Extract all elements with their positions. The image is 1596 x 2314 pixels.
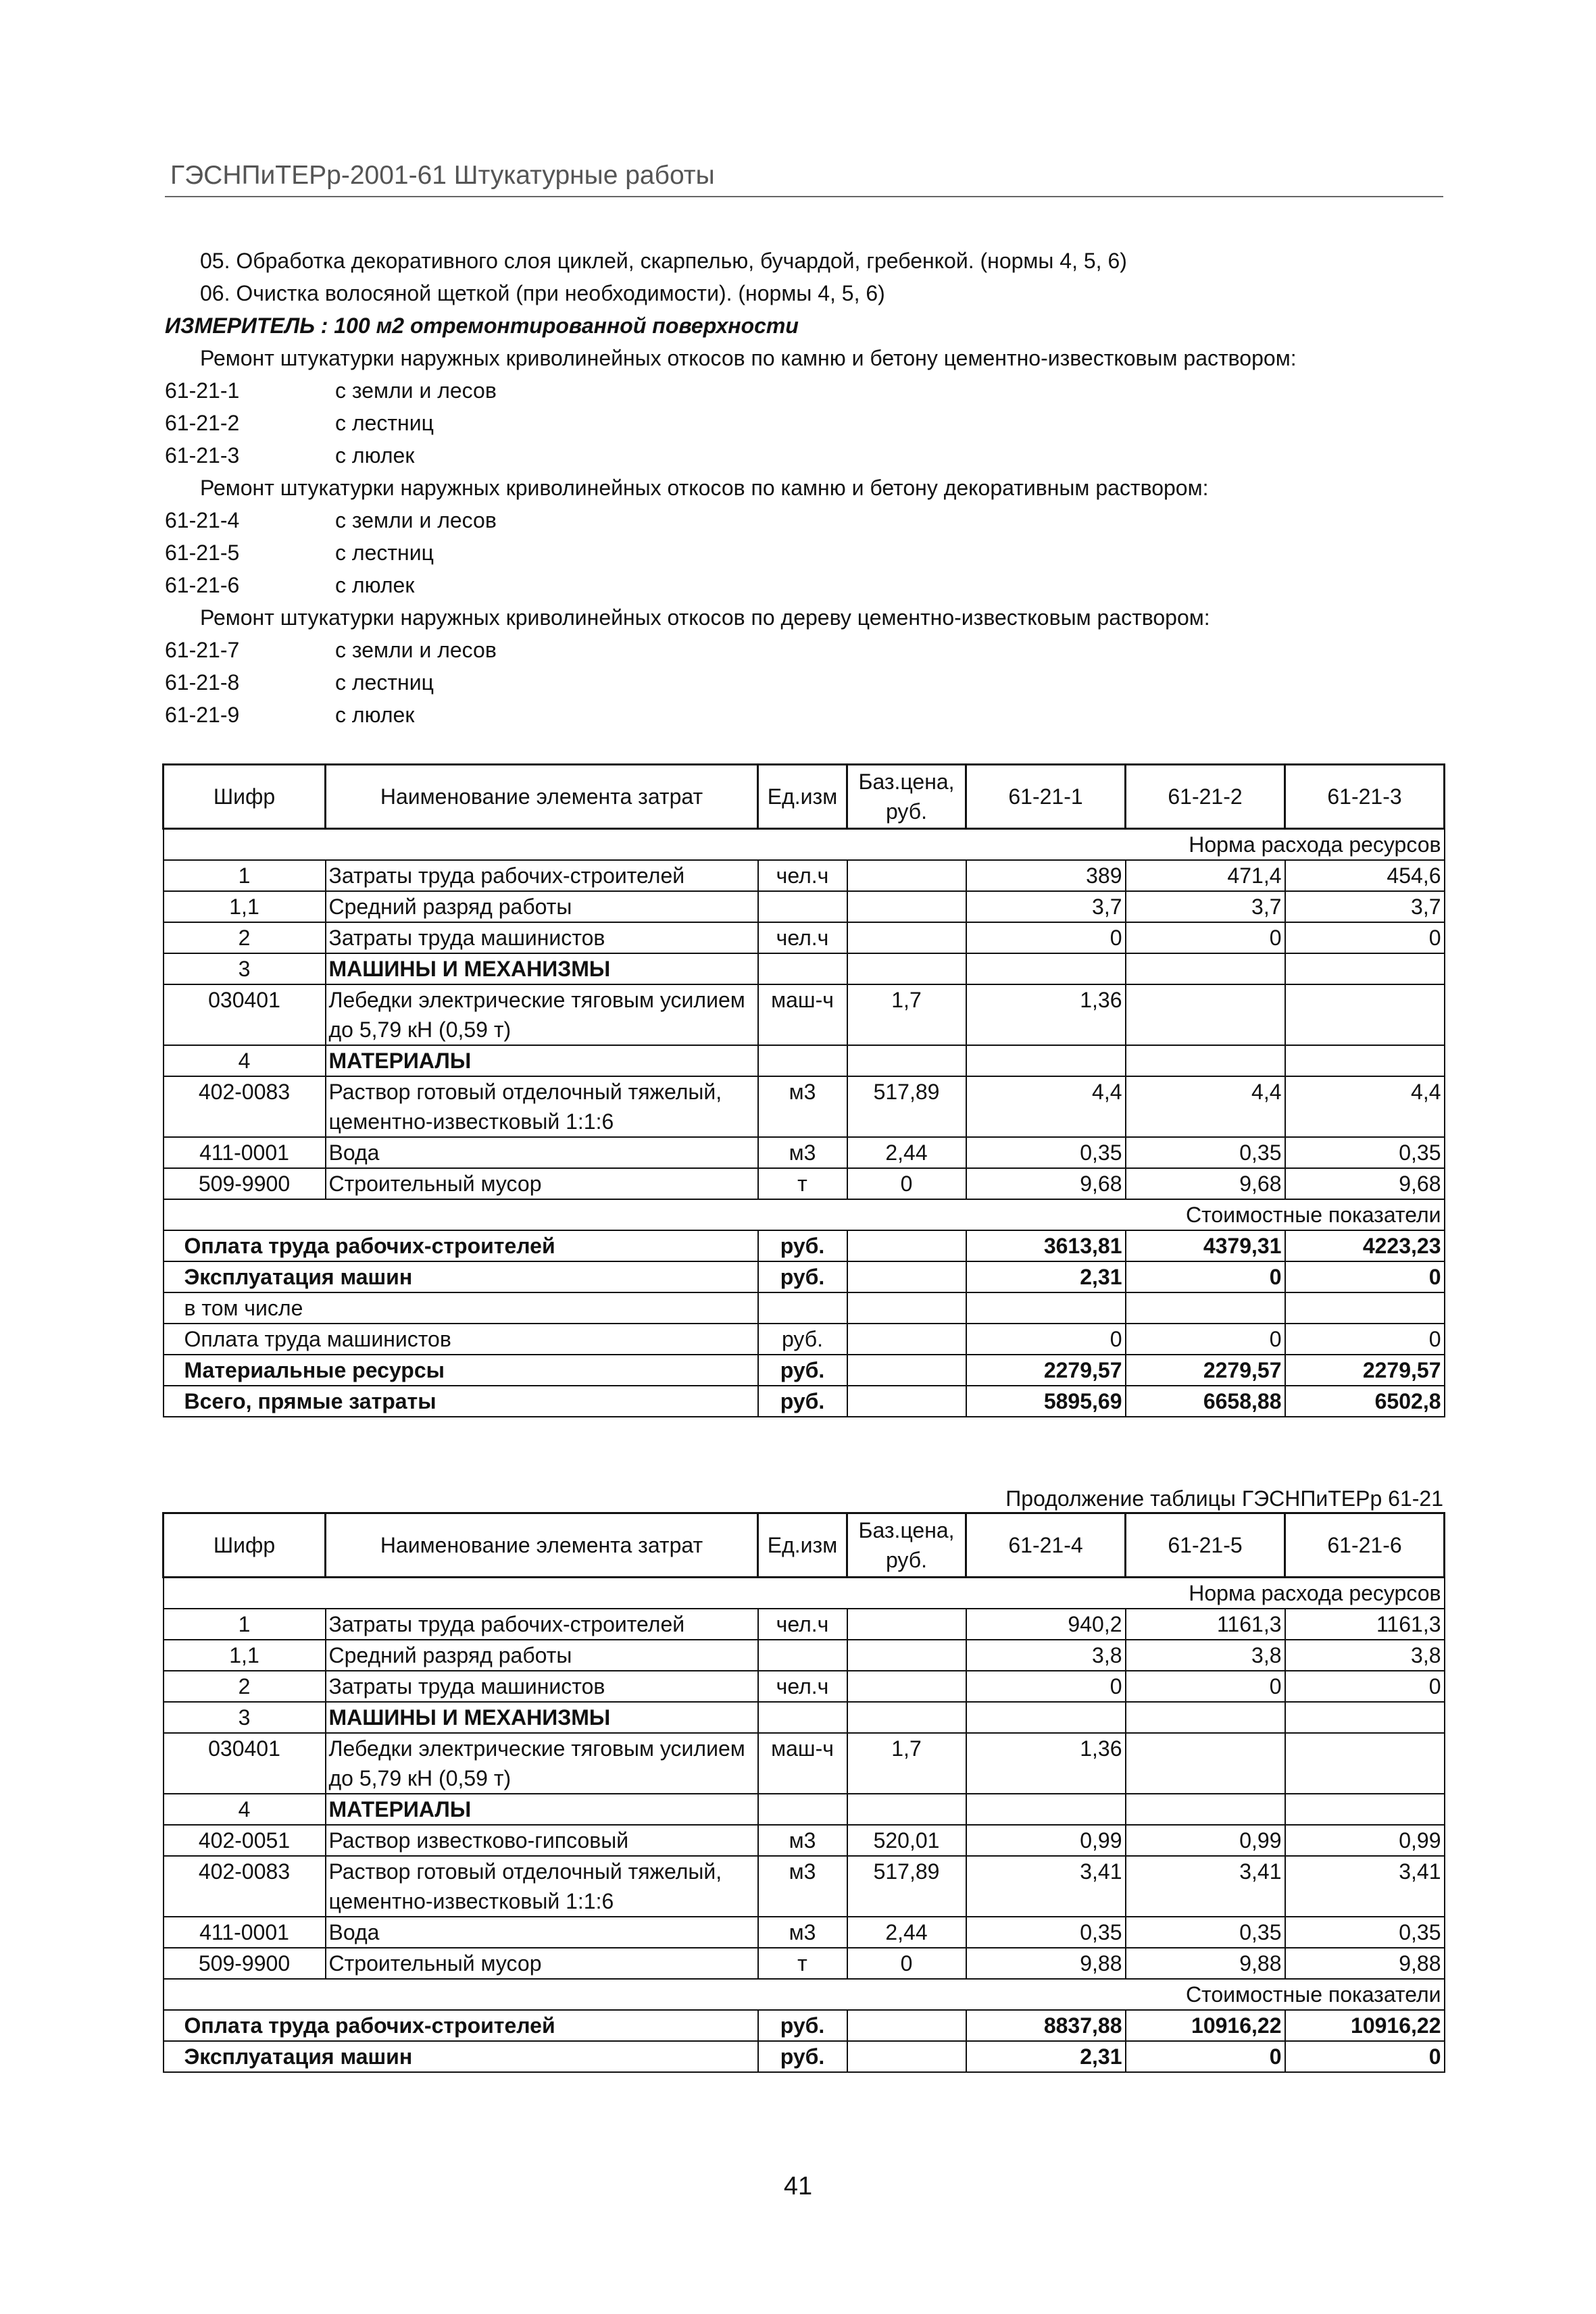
cell-code: 3	[164, 953, 326, 984]
cell-value: 3,8	[966, 1640, 1126, 1671]
cell-code: 509-9900	[164, 1168, 326, 1199]
cost-row	[164, 1261, 1445, 1292]
cell-value: 2,31	[966, 1261, 1126, 1292]
cell-value: 0	[1126, 922, 1285, 953]
cell-value: 10916,22	[1126, 2010, 1285, 2041]
section-row	[164, 1199, 1445, 1230]
cell-value: 4,4	[1126, 1076, 1285, 1137]
cell-code: 1	[164, 860, 326, 891]
table-row	[164, 1137, 1445, 1168]
cell-value: 9,68	[1126, 1168, 1285, 1199]
cell-value: 0	[1285, 922, 1445, 953]
group-title: Ремонт штукатурки наружных криволинейных откосов по камню и бетону цементно-известковым раствором:	[200, 346, 1297, 370]
col-header: Баз.цена, руб.	[847, 1513, 966, 1578]
table-row	[164, 1168, 1445, 1199]
table-row	[164, 1609, 1445, 1640]
item-code: 61-21-6	[165, 573, 240, 597]
cell-value: 3613,81	[966, 1230, 1126, 1261]
group-title: Ремонт штукатурки наружных криволинейных откосов по дереву цементно-известковым раствором:	[200, 605, 1210, 630]
cell-code: 402-0083	[164, 1076, 326, 1137]
cell-name: МАШИНЫ И МЕХАНИЗМЫ	[326, 953, 758, 984]
cell-value	[966, 1045, 1126, 1076]
cell-price: 1,7	[847, 984, 966, 1045]
cell-value: 1161,3	[1126, 1609, 1285, 1640]
cell-unit	[758, 953, 847, 984]
cell-value	[1285, 1794, 1445, 1825]
cell-value: 0	[1285, 1261, 1445, 1292]
cell-name: Строительный мусор	[326, 1168, 758, 1199]
cell-value: 0	[1285, 2041, 1445, 2072]
col-header: 61-21-2	[1126, 765, 1285, 829]
cell-code: 509-9900	[164, 1948, 326, 1979]
table-row	[164, 1917, 1445, 1948]
cell-value: 0	[1285, 1324, 1445, 1355]
table-row	[164, 1671, 1445, 1702]
cell-price: 2,44	[847, 1137, 966, 1168]
code-item	[165, 569, 1449, 601]
table-row	[164, 1856, 1445, 1917]
cell-value: 0,99	[966, 1825, 1126, 1856]
table-row	[164, 1640, 1445, 1671]
table-row	[164, 1702, 1445, 1733]
item-text: с земли и лесов	[335, 638, 497, 662]
cell-price	[847, 953, 966, 984]
col-header: Наименование элемента затрат	[326, 765, 758, 829]
cell-value: 9,88	[1126, 1948, 1285, 1979]
cell-value: 2279,57	[1126, 1355, 1285, 1386]
cell-unit	[758, 891, 847, 922]
cell-code: 411-0001	[164, 1917, 326, 1948]
cell-code: 3	[164, 1702, 326, 1733]
cell-name: Раствор известково-гипсовый	[326, 1825, 758, 1856]
cell-value	[1126, 1794, 1285, 1825]
cell-price	[847, 1230, 966, 1261]
item-code: 61-21-4	[165, 508, 240, 532]
cell-value: 9,68	[1285, 1168, 1445, 1199]
cell-value	[1126, 984, 1285, 1045]
table-row	[164, 953, 1445, 984]
cell-price: 1,7	[847, 1733, 966, 1794]
section-row	[164, 1979, 1445, 2010]
measure-unit: ИЗМЕРИТЕЛЬ : 100 м2 отремонтированной поверхности	[165, 313, 799, 338]
cell-value: 0,35	[966, 1917, 1126, 1948]
cell-value	[966, 1292, 1126, 1324]
cell-value: 3,7	[966, 891, 1126, 922]
item-text: с люлек	[335, 703, 415, 727]
code-item	[165, 634, 1449, 666]
cell-unit: м3	[758, 1917, 847, 1948]
cell-price: 517,89	[847, 1076, 966, 1137]
cost-row	[164, 1230, 1445, 1261]
col-header: Баз.цена, руб.	[847, 765, 966, 829]
cell-cost-name: Материальные ресурсы	[164, 1355, 758, 1386]
page-number: 41	[783, 2172, 813, 2200]
code-item	[165, 699, 1449, 731]
col-header: Ед.изм	[758, 1513, 847, 1578]
cell-value: 4,4	[966, 1076, 1126, 1137]
cell-unit: т	[758, 1948, 847, 1979]
cell-name: Затраты труда рабочих-строителей	[326, 1609, 758, 1640]
cell-unit	[758, 1292, 847, 1324]
cell-price	[847, 1045, 966, 1076]
cell-value: 0,35	[1126, 1917, 1285, 1948]
cell-name: Затраты труда рабочих-строителей	[326, 860, 758, 891]
col-header: 61-21-3	[1285, 765, 1445, 829]
cell-value: 3,7	[1285, 891, 1445, 922]
header-divider	[165, 196, 1443, 197]
cell-code: 030401	[164, 984, 326, 1045]
cell-value	[966, 1794, 1126, 1825]
cell-cost-name: Оплата труда рабочих-строителей	[164, 2010, 758, 2041]
table-row	[164, 891, 1445, 922]
cell-value: 3,41	[966, 1856, 1126, 1917]
item-text: с люлек	[335, 443, 415, 468]
cell-value: 0	[1285, 1671, 1445, 1702]
cell-code: 402-0083	[164, 1856, 326, 1917]
code-item	[165, 504, 1449, 536]
cell-unit: т	[758, 1168, 847, 1199]
col-header: 61-21-4	[966, 1513, 1126, 1578]
table-row	[164, 1825, 1445, 1856]
item-code: 61-21-5	[165, 540, 240, 565]
cell-value: 3,41	[1285, 1856, 1445, 1917]
cell-cost-name: Оплата труда машинистов	[164, 1324, 758, 1355]
cell-value: 8837,88	[966, 2010, 1126, 2041]
intro-line: 06. Очистка волосяной щеткой (при необходимости). (нормы 4, 5, 6)	[200, 281, 885, 305]
col-header: 61-21-5	[1126, 1513, 1285, 1578]
cell-cost-name: Всего, прямые затраты	[164, 1386, 758, 1417]
cell-price	[847, 1640, 966, 1671]
code-item	[165, 439, 1449, 472]
cell-value: 9,88	[1285, 1948, 1445, 1979]
section-label: Норма расхода ресурсов	[164, 1578, 1445, 1609]
cell-unit	[758, 1640, 847, 1671]
cell-price	[847, 1794, 966, 1825]
item-text: с лестниц	[335, 411, 434, 435]
section-label: Стоимостные показатели	[164, 1979, 1445, 2010]
cell-unit	[758, 1794, 847, 1825]
cell-unit: руб.	[758, 1230, 847, 1261]
table-header-row	[164, 765, 1445, 829]
cost-row	[164, 1386, 1445, 1417]
table-row	[164, 860, 1445, 891]
cell-value	[1126, 953, 1285, 984]
section-row	[164, 829, 1445, 861]
cell-value: 940,2	[966, 1609, 1126, 1640]
cell-value	[966, 1702, 1126, 1733]
cell-price: 2,44	[847, 1917, 966, 1948]
code-item	[165, 407, 1449, 439]
section-row	[164, 1578, 1445, 1609]
cell-name: Лебедки электрические тяговым усилием до 5,79 кН (0,59 т)	[326, 984, 758, 1045]
resource-rows	[164, 860, 1445, 1199]
continuation-caption: Продолжение таблицы ГЭСНПиТЕРр 61-21	[1005, 1486, 1443, 1511]
col-header: Шифр	[164, 765, 326, 829]
cell-value	[1285, 1702, 1445, 1733]
cell-value: 471,4	[1126, 860, 1285, 891]
item-text: с лестниц	[335, 540, 434, 565]
item-code: 61-21-2	[165, 411, 240, 435]
resource-table-1	[162, 763, 1445, 1417]
cell-value: 3,8	[1285, 1640, 1445, 1671]
col-header: Шифр	[164, 1513, 326, 1578]
page-header-title: ГЭСНПиТЕРр-2001-61 Штукатурные работы	[170, 161, 715, 190]
cell-value: 3,8	[1126, 1640, 1285, 1671]
cell-value: 0,35	[1285, 1137, 1445, 1168]
cell-unit	[758, 1702, 847, 1733]
cell-code: 1	[164, 1609, 326, 1640]
item-text: с лестниц	[335, 670, 434, 695]
cell-unit: руб.	[758, 1261, 847, 1292]
cell-value: 4223,23	[1285, 1230, 1445, 1261]
cell-price	[847, 1671, 966, 1702]
col-header: 61-21-6	[1285, 1513, 1445, 1578]
cell-value: 9,68	[966, 1168, 1126, 1199]
section-label: Норма расхода ресурсов	[164, 829, 1445, 861]
intro-line: 05. Обработка декоративного слоя циклей, скарпелью, бучардой, гребенкой. (нормы 4, 5, 6)	[200, 249, 1127, 273]
cell-value: 2279,57	[966, 1355, 1126, 1386]
cell-value: 3,41	[1126, 1856, 1285, 1917]
cell-value: 0,35	[1126, 1137, 1285, 1168]
cell-value	[1126, 1292, 1285, 1324]
cell-value: 0	[1126, 1324, 1285, 1355]
cell-value	[1285, 953, 1445, 984]
item-code: 61-21-9	[165, 703, 240, 727]
cost-rows	[164, 2010, 1445, 2072]
cell-name: Раствор готовый отделочный тяжелый, цементно-известковый 1:1:6	[326, 1076, 758, 1137]
cell-value	[1285, 1045, 1445, 1076]
cell-price	[847, 1292, 966, 1324]
cell-unit: м3	[758, 1137, 847, 1168]
table-row	[164, 922, 1445, 953]
table-row	[164, 1733, 1445, 1794]
cell-unit: чел.ч	[758, 922, 847, 953]
cell-price	[847, 2041, 966, 2072]
cell-unit: руб.	[758, 2010, 847, 2041]
cell-value	[1285, 1733, 1445, 1794]
cell-unit: маш-ч	[758, 1733, 847, 1794]
cell-value	[1285, 984, 1445, 1045]
table-row	[164, 1045, 1445, 1076]
cell-name: Затраты труда машинистов	[326, 1671, 758, 1702]
cell-value: 1,36	[966, 984, 1126, 1045]
cell-value: 0	[1126, 1671, 1285, 1702]
cell-code: 411-0001	[164, 1137, 326, 1168]
cell-name: Затраты труда машинистов	[326, 922, 758, 953]
cell-value: 10916,22	[1285, 2010, 1445, 2041]
cell-code: 1,1	[164, 1640, 326, 1671]
cell-name: МАТЕРИАЛЫ	[326, 1794, 758, 1825]
intro-text	[165, 245, 1449, 731]
code-item	[165, 666, 1449, 699]
cell-value	[1126, 1702, 1285, 1733]
cost-row	[164, 1355, 1445, 1386]
cell-value: 0	[1126, 1261, 1285, 1292]
cell-value: 0,99	[1126, 1825, 1285, 1856]
cell-value: 0	[966, 1671, 1126, 1702]
cell-price: 517,89	[847, 1856, 966, 1917]
group-title: Ремонт штукатурки наружных криволинейных откосов по камню и бетону декоративным раствором:	[200, 476, 1209, 500]
cost-row	[164, 1292, 1445, 1324]
cell-value: 0,99	[1285, 1825, 1445, 1856]
cell-value: 5895,69	[966, 1386, 1126, 1417]
cell-value: 6502,8	[1285, 1386, 1445, 1417]
cell-unit: чел.ч	[758, 860, 847, 891]
cell-value: 389	[966, 860, 1126, 891]
resource-rows	[164, 1609, 1445, 1979]
cell-unit: м3	[758, 1856, 847, 1917]
col-header: 61-21-1	[966, 765, 1126, 829]
cell-price	[847, 1324, 966, 1355]
table-header-row	[164, 1513, 1445, 1578]
cell-unit: м3	[758, 1076, 847, 1137]
cost-row	[164, 2010, 1445, 2041]
cell-name: Вода	[326, 1137, 758, 1168]
item-text: с люлек	[335, 573, 415, 597]
cell-name: Средний разряд работы	[326, 1640, 758, 1671]
cell-unit: чел.ч	[758, 1609, 847, 1640]
cell-price	[847, 922, 966, 953]
cell-value	[1126, 1733, 1285, 1794]
cell-price: 0	[847, 1168, 966, 1199]
cell-price	[847, 1386, 966, 1417]
cell-name: Вода	[326, 1917, 758, 1948]
cell-value: 454,6	[1285, 860, 1445, 891]
cell-value: 9,88	[966, 1948, 1126, 1979]
table-row	[164, 1076, 1445, 1137]
cell-unit: руб.	[758, 1324, 847, 1355]
cell-value: 0	[966, 922, 1126, 953]
cell-price	[847, 1609, 966, 1640]
cell-value: 0	[1126, 2041, 1285, 2072]
cell-price	[847, 1355, 966, 1386]
cell-price	[847, 891, 966, 922]
cell-code: 4	[164, 1794, 326, 1825]
cell-code: 402-0051	[164, 1825, 326, 1856]
cell-value: 1161,3	[1285, 1609, 1445, 1640]
item-code: 61-21-7	[165, 638, 240, 662]
cell-value: 4,4	[1285, 1076, 1445, 1137]
cost-row	[164, 2041, 1445, 2072]
cell-value: 2279,57	[1285, 1355, 1445, 1386]
cost-row	[164, 1324, 1445, 1355]
col-header: Наименование элемента затрат	[326, 1513, 758, 1578]
cell-code: 2	[164, 922, 326, 953]
cell-cost-name: в том числе	[164, 1292, 758, 1324]
table-row	[164, 1948, 1445, 1979]
cell-name: Средний разряд работы	[326, 891, 758, 922]
cell-name: МАТЕРИАЛЫ	[326, 1045, 758, 1076]
cell-price	[847, 860, 966, 891]
cell-name: Строительный мусор	[326, 1948, 758, 1979]
resource-table-2	[162, 1512, 1445, 2073]
cell-value: 0,35	[966, 1137, 1126, 1168]
item-text: с земли и лесов	[335, 378, 497, 403]
cell-price	[847, 1261, 966, 1292]
cell-name: Лебедки электрические тяговым усилием до 5,79 кН (0,59 т)	[326, 1733, 758, 1794]
cell-value: 6658,88	[1126, 1386, 1285, 1417]
cell-unit: руб.	[758, 1386, 847, 1417]
cell-value	[1285, 1292, 1445, 1324]
cell-code: 2	[164, 1671, 326, 1702]
code-item	[165, 536, 1449, 569]
cell-name: Раствор готовый отделочный тяжелый, цементно-известковый 1:1:6	[326, 1856, 758, 1917]
cell-unit: м3	[758, 1825, 847, 1856]
cell-unit: маш-ч	[758, 984, 847, 1045]
item-code: 61-21-1	[165, 378, 240, 403]
cell-cost-name: Оплата труда рабочих-строителей	[164, 1230, 758, 1261]
cell-code: 1,1	[164, 891, 326, 922]
cell-code: 4	[164, 1045, 326, 1076]
cell-value: 4379,31	[1126, 1230, 1285, 1261]
cell-unit: чел.ч	[758, 1671, 847, 1702]
col-header: Ед.изм	[758, 765, 847, 829]
cell-cost-name: Эксплуатация машин	[164, 2041, 758, 2072]
cell-code: 030401	[164, 1733, 326, 1794]
cell-unit	[758, 1045, 847, 1076]
cell-name: МАШИНЫ И МЕХАНИЗМЫ	[326, 1702, 758, 1733]
cell-value: 0,35	[1285, 1917, 1445, 1948]
cost-rows	[164, 1230, 1445, 1417]
cell-value	[966, 953, 1126, 984]
table-row	[164, 1794, 1445, 1825]
cell-price: 0	[847, 1948, 966, 1979]
cell-value: 3,7	[1126, 891, 1285, 922]
item-code: 61-21-8	[165, 670, 240, 695]
cell-value	[1126, 1045, 1285, 1076]
item-text: с земли и лесов	[335, 508, 497, 532]
section-label: Стоимостные показатели	[164, 1199, 1445, 1230]
cell-price	[847, 2010, 966, 2041]
cell-value: 0	[966, 1324, 1126, 1355]
code-item	[165, 374, 1449, 407]
cell-value: 1,36	[966, 1733, 1126, 1794]
cell-unit: руб.	[758, 2041, 847, 2072]
cell-price	[847, 1702, 966, 1733]
item-code: 61-21-3	[165, 443, 240, 468]
cell-price: 520,01	[847, 1825, 966, 1856]
cell-value: 2,31	[966, 2041, 1126, 2072]
cell-unit: руб.	[758, 1355, 847, 1386]
cell-cost-name: Эксплуатация машин	[164, 1261, 758, 1292]
table-row	[164, 984, 1445, 1045]
